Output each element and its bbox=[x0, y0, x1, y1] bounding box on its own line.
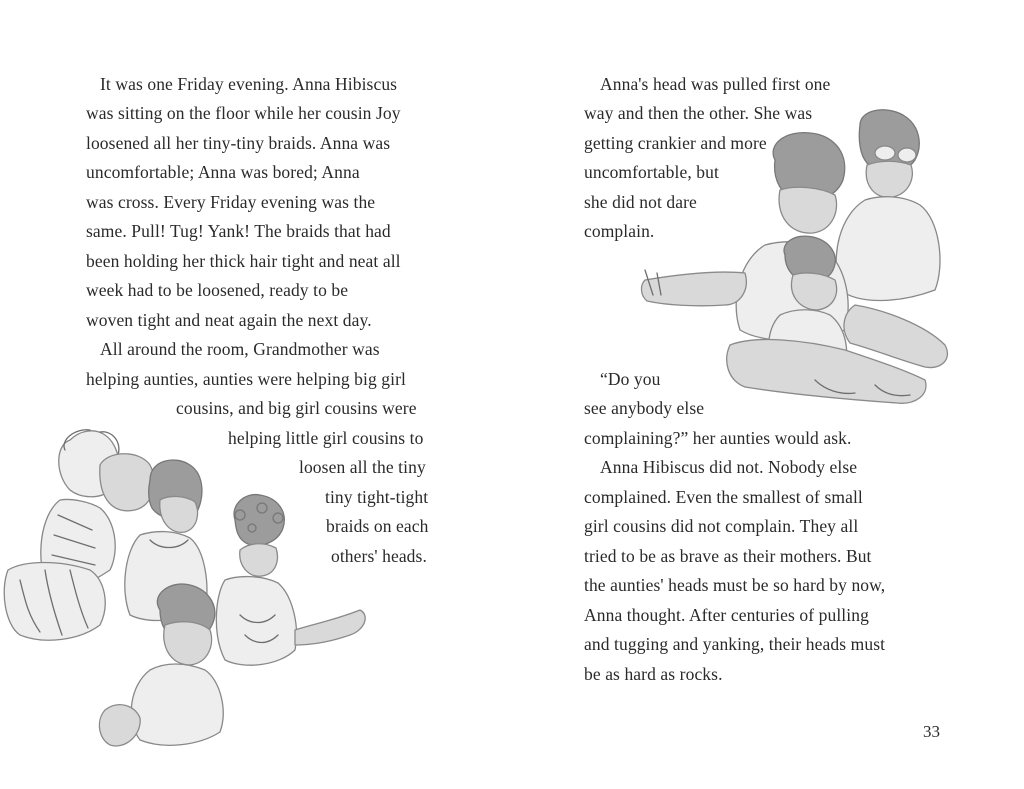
braiding-family-illustration bbox=[0, 420, 380, 765]
text-line: week had to be loosened, ready to be bbox=[86, 280, 349, 300]
text-line: tried to be as brave as their mothers. But bbox=[584, 546, 872, 566]
text-line: tiny tight-tight bbox=[325, 487, 429, 507]
text-line: girl cousins did not complain. They all bbox=[584, 516, 859, 536]
text-line: was cross. Every Friday evening was the bbox=[86, 192, 376, 212]
text-line: same. Pull! Tug! Yank! The braids that had bbox=[86, 221, 391, 241]
text-line: helping aunties, aunties were helping big girl bbox=[86, 369, 407, 389]
text-line: see anybody else bbox=[584, 398, 705, 418]
text-line: woven tight and neat again the next day. bbox=[86, 310, 372, 330]
page-number: 33 bbox=[923, 722, 940, 741]
text-line: was sitting on the floor while her cousin Joy bbox=[86, 103, 401, 123]
text-line: complained. Even the smallest of small bbox=[584, 487, 863, 507]
text-line: the aunties' heads must be so hard by now, bbox=[584, 575, 886, 595]
text-line: and tugging and yanking, their heads must bbox=[584, 634, 886, 654]
text-line: uncomfortable, but bbox=[584, 162, 719, 182]
auntie-and-anna-illustration bbox=[635, 105, 960, 415]
text-line: Anna's head was pulled first one bbox=[600, 74, 831, 94]
text-line: others' heads. bbox=[331, 546, 427, 566]
text-line: getting crankier and more bbox=[584, 133, 767, 153]
text-line: loosen all the tiny bbox=[299, 457, 426, 477]
text-line: cousins, and big girl cousins were bbox=[176, 398, 417, 418]
text-line: “Do you bbox=[600, 369, 661, 389]
text-line: complaining?” her aunties would ask. bbox=[584, 428, 852, 448]
text-line: Anna Hibiscus did not. Nobody else bbox=[600, 457, 858, 477]
text-line: braids on each bbox=[326, 516, 429, 536]
text-line: complain. bbox=[584, 221, 655, 241]
text-line: uncomfortable; Anna was bored; Anna bbox=[86, 162, 360, 182]
text-line: been holding her thick hair tight and neat all bbox=[86, 251, 401, 271]
text-line: she did not dare bbox=[584, 192, 697, 212]
text-line: It was one Friday evening. Anna Hibiscus bbox=[100, 74, 398, 94]
text-line: All around the room, Grandmother was bbox=[100, 339, 380, 359]
text-line: be as hard as rocks. bbox=[584, 664, 723, 684]
text-line: helping little girl cousins to bbox=[228, 428, 424, 448]
text-line: Anna thought. After centuries of pulling bbox=[584, 605, 869, 625]
text-line: way and then the other. She was bbox=[584, 103, 813, 123]
text-line: loosened all her tiny-tiny braids. Anna was bbox=[86, 133, 391, 153]
